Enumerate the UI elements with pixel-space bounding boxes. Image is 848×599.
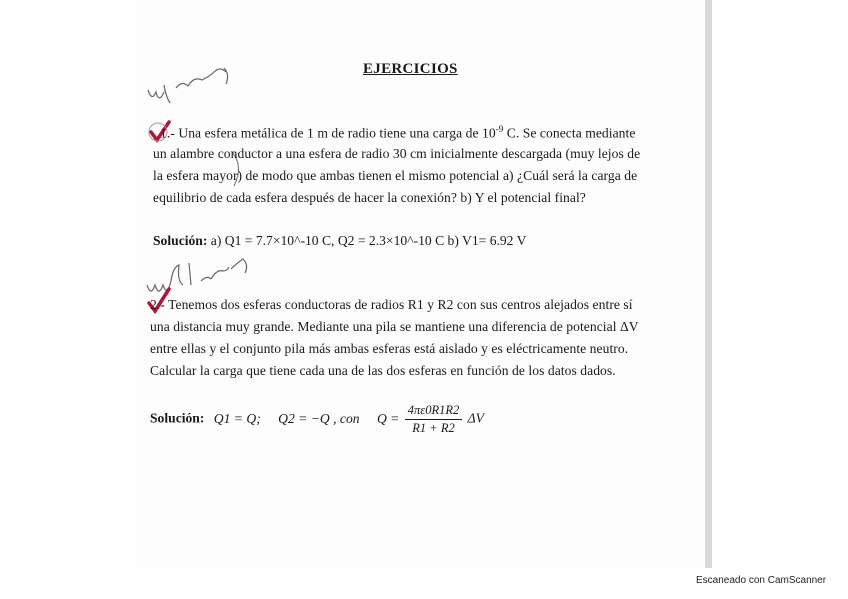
exercise1-line1-pre: Una esfera metálica de 1 m de radio tiene una carga de 10 bbox=[178, 125, 496, 141]
exercise1-line2: un alambre conductor a una esfera de radio 30 cm inicialmente descargada (muy lejos de bbox=[153, 146, 641, 161]
exercise2-eq1: Q1 = Q; bbox=[213, 410, 261, 426]
exercise1-line3: la esfera mayor) de modo que ambas tienen el mismo potencial a) ¿Cuál será la carga de bbox=[153, 168, 638, 183]
exercise2-line4: Calcular la carga que tiene cada una de las dos esferas en función de los datos dados. bbox=[150, 363, 616, 378]
formula-numerator: 4πε0R1R2 bbox=[405, 403, 462, 420]
exercise2-line3: entre ellas y el conjunto pila más ambas esferas está aislado y es eléctricamente neutro. bbox=[150, 341, 629, 356]
exercise1-number: 1.- bbox=[160, 125, 175, 141]
scan-edge-strip bbox=[705, 0, 712, 568]
exercise1-solution-label: Solución: bbox=[153, 233, 208, 248]
exercise1-line4: equilibrio de cada esfera después de hacer la conexión? b) Y el potencial final? bbox=[153, 190, 586, 205]
formula-rhs: ΔV bbox=[467, 410, 484, 426]
formula-lhs: Q = bbox=[376, 410, 400, 426]
exercise1-line1 bbox=[160, 124, 635, 142]
exercise2-eq2: Q2 = −Q , con bbox=[278, 410, 360, 426]
page-title: EJERCICIOS bbox=[363, 61, 458, 77]
exercise1-solution-text: a) Q1 = 7.7×10^-10 C, Q2 = 2.3×10^-10 C b) V1= 6.92 V bbox=[210, 233, 527, 248]
exercise2-number: 2.- bbox=[150, 297, 165, 312]
formula-denominator: R1 + R2 bbox=[412, 421, 455, 435]
scanner-watermark: Escaneado con CamScanner bbox=[696, 575, 827, 586]
exercise2-line1-text: Tenemos dos esferas conductoras de radios R1 y R2 con sus centros alejados entre sí bbox=[168, 297, 633, 312]
exercise2-solution-label: Solución: bbox=[150, 410, 205, 426]
exercise2-line1 bbox=[150, 297, 633, 313]
exercise1-exponent: -9 bbox=[495, 124, 504, 134]
formula-fraction bbox=[405, 403, 462, 436]
exercise1-line1-post: C. Se conecta mediante bbox=[503, 125, 636, 141]
exercise2-solution bbox=[150, 403, 484, 436]
exercise1-solution bbox=[153, 233, 526, 249]
exercise2-line2: una distancia muy grande. Mediante una pila se mantiene una diferencia de potencial ΔV bbox=[150, 319, 639, 334]
